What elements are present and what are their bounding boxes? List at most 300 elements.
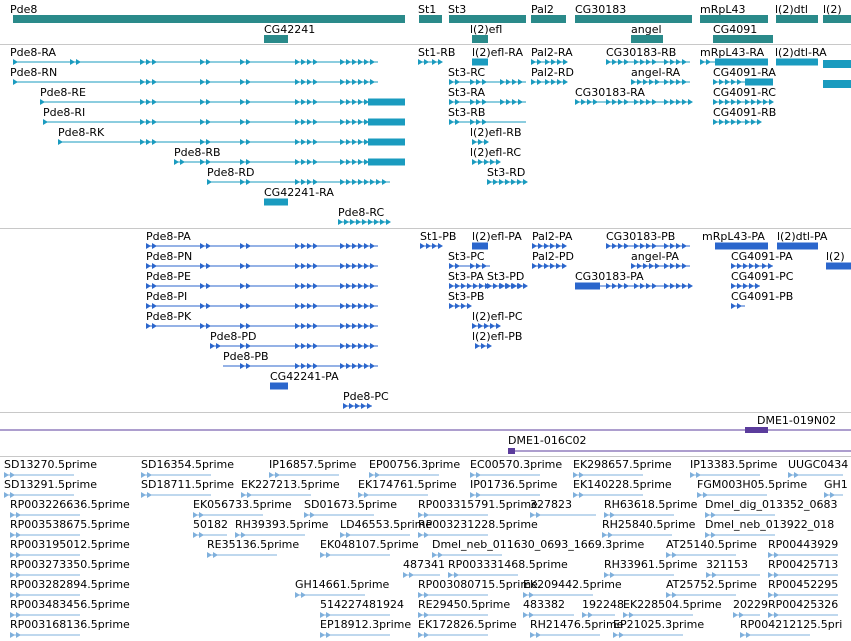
- transcript-exon[interactable]: [512, 99, 517, 105]
- transcript-exon[interactable]: [216, 343, 221, 349]
- transcript-exon[interactable]: [618, 99, 623, 105]
- transcript-exon[interactable]: [370, 283, 375, 289]
- transcript-exon[interactable]: [364, 363, 369, 369]
- est-label[interactable]: RP003483456.5prime: [10, 598, 130, 611]
- transcript-exon[interactable]: [246, 139, 251, 145]
- transcript-exon[interactable]: [612, 283, 617, 289]
- transcript-exon[interactable]: [313, 323, 318, 329]
- transcript-label[interactable]: St3-RA: [448, 86, 485, 99]
- transcript-exon[interactable]: [307, 303, 312, 309]
- transcript-exon[interactable]: [340, 139, 345, 145]
- transcript-exon[interactable]: [664, 99, 669, 105]
- transcript-exon[interactable]: [743, 283, 748, 289]
- gene-bar[interactable]: [700, 15, 768, 23]
- transcript-exon[interactable]: [676, 263, 681, 269]
- transcript-exon[interactable]: [426, 243, 431, 249]
- transcript-exon[interactable]: [544, 243, 549, 249]
- transcript-exon[interactable]: [531, 59, 536, 65]
- transcript-exon[interactable]: [295, 139, 300, 145]
- transcript-exon[interactable]: [313, 263, 318, 269]
- transcript-exon[interactable]: [763, 99, 768, 105]
- transcript-exon[interactable]: [593, 99, 598, 105]
- transcript-exon[interactable]: [146, 243, 151, 249]
- transcript-exon[interactable]: [146, 303, 151, 309]
- transcript-exon[interactable]: [470, 119, 475, 125]
- transcript-exon[interactable]: [368, 119, 405, 126]
- transcript-exon[interactable]: [340, 99, 345, 105]
- transcript-exon[interactable]: [538, 243, 543, 249]
- est-label[interactable]: GH14661.5prime: [295, 578, 390, 591]
- est-label[interactable]: RP004212125.5pri: [740, 618, 843, 631]
- transcript-exon[interactable]: [731, 303, 736, 309]
- transcript-exon[interactable]: [523, 179, 528, 185]
- transcript-exon[interactable]: [768, 263, 773, 269]
- transcript-exon[interactable]: [612, 243, 617, 249]
- est-label[interactable]: RH39393.5prime: [235, 518, 329, 531]
- gene-bar[interactable]: [419, 15, 442, 23]
- transcript-exon[interactable]: [340, 323, 345, 329]
- transcript-exon[interactable]: [340, 59, 345, 65]
- gene-label[interactable]: l(2)efl: [470, 23, 503, 36]
- transcript-exon[interactable]: [246, 323, 251, 329]
- est-label[interactable]: RH33961.5prime: [604, 558, 698, 571]
- transcript-exon[interactable]: [550, 263, 555, 269]
- transcript-exon[interactable]: [505, 283, 510, 289]
- transcript-exon[interactable]: [374, 219, 379, 225]
- transcript-exon[interactable]: [246, 59, 251, 65]
- transcript-exon[interactable]: [370, 363, 375, 369]
- transcript-exon[interactable]: [731, 99, 736, 105]
- transcript-exon[interactable]: [313, 343, 318, 349]
- transcript-exon[interactable]: [346, 243, 351, 249]
- transcript-exon[interactable]: [152, 303, 157, 309]
- transcript-exon[interactable]: [200, 99, 205, 105]
- gene-label[interactable]: mRpL43: [700, 3, 746, 16]
- transcript-exon[interactable]: [206, 99, 211, 105]
- est-label[interactable]: FGM003H05.5prime: [697, 478, 808, 491]
- transcript-exon[interactable]: [364, 243, 369, 249]
- transcript-exon[interactable]: [670, 283, 675, 289]
- transcript-exon[interactable]: [490, 159, 495, 165]
- transcript-exon[interactable]: [352, 363, 357, 369]
- transcript-exon[interactable]: [346, 79, 351, 85]
- transcript-exon[interactable]: [499, 283, 504, 289]
- transcript-exon[interactable]: [715, 243, 768, 250]
- transcript-exon[interactable]: [749, 263, 754, 269]
- transcript-exon[interactable]: [544, 263, 549, 269]
- est-arrow[interactable]: [690, 472, 695, 478]
- transcript-exon[interactable]: [676, 243, 681, 249]
- transcript-exon[interactable]: [307, 283, 312, 289]
- transcript-exon[interactable]: [210, 343, 215, 349]
- gene-label[interactable]: angel: [631, 23, 662, 36]
- transcript-exon[interactable]: [634, 59, 639, 65]
- est-label[interactable]: SD13291.5prime: [4, 478, 97, 491]
- gene-bar[interactable]: [713, 35, 773, 43]
- transcript-exon[interactable]: [624, 283, 629, 289]
- transcript-exon[interactable]: [313, 99, 318, 105]
- transcript-exon[interactable]: [470, 99, 475, 105]
- transcript-exon[interactable]: [511, 283, 516, 289]
- transcript-exon[interactable]: [206, 263, 211, 269]
- transcript-label[interactable]: mRpL43-RA: [700, 46, 765, 59]
- transcript-exon[interactable]: [606, 99, 611, 105]
- transcript-exon[interactable]: [484, 159, 489, 165]
- transcript-exon[interactable]: [823, 80, 851, 88]
- transcript-exon[interactable]: [640, 59, 645, 65]
- est-arrow[interactable]: [697, 492, 702, 498]
- transcript-exon[interactable]: [762, 263, 767, 269]
- transcript-exon[interactable]: [358, 303, 363, 309]
- est-arrow[interactable]: [424, 532, 429, 538]
- transcript-label[interactable]: St1-PB: [420, 230, 457, 243]
- transcript-exon[interactable]: [264, 199, 288, 206]
- transcript-exon[interactable]: [612, 99, 617, 105]
- transcript-exon[interactable]: [473, 283, 478, 289]
- transcript-exon[interactable]: [511, 179, 516, 185]
- transcript-exon[interactable]: [551, 59, 556, 65]
- transcript-exon[interactable]: [246, 303, 251, 309]
- est-arrow[interactable]: [530, 632, 535, 638]
- est-label[interactable]: EK174761.5prime: [358, 478, 457, 491]
- transcript-exon[interactable]: [652, 243, 657, 249]
- transcript-exon[interactable]: [551, 79, 556, 85]
- transcript-exon[interactable]: [13, 79, 18, 85]
- transcript-exon[interactable]: [340, 79, 345, 85]
- transcript-exon[interactable]: [537, 59, 542, 65]
- transcript-exon[interactable]: [364, 343, 369, 349]
- transcript-exon[interactable]: [688, 99, 693, 105]
- transcript-exon[interactable]: [207, 179, 212, 185]
- est-arrow[interactable]: [418, 632, 423, 638]
- transcript-exon[interactable]: [737, 79, 742, 85]
- transcript-exon[interactable]: [307, 263, 312, 269]
- transcript-label[interactable]: Pde8-PD: [210, 330, 257, 343]
- transcript-label[interactable]: l(2)efl-PB: [472, 330, 523, 343]
- transcript-label[interactable]: Pal2-PD: [532, 250, 575, 263]
- transcript-label[interactable]: CG30183-RA: [575, 86, 645, 99]
- transcript-exon[interactable]: [240, 159, 245, 165]
- est-label[interactable]: EP00756.3prime: [369, 458, 461, 471]
- transcript-exon[interactable]: [556, 243, 561, 249]
- transcript-exon[interactable]: [482, 79, 487, 85]
- transcript-exon[interactable]: [655, 79, 660, 85]
- transcript-label[interactable]: Pde8-RB: [174, 146, 221, 159]
- transcript-exon[interactable]: [618, 283, 623, 289]
- transcript-exon[interactable]: [745, 79, 773, 86]
- gene-label[interactable]: Pal2: [531, 3, 554, 16]
- gene-bar[interactable]: [823, 15, 851, 23]
- transcript-exon[interactable]: [200, 283, 205, 289]
- transcript-exon[interactable]: [475, 343, 480, 349]
- transcript-exon[interactable]: [545, 79, 550, 85]
- transcript-exon[interactable]: [424, 59, 429, 65]
- transcript-exon[interactable]: [358, 99, 363, 105]
- transcript-exon[interactable]: [358, 283, 363, 289]
- transcript-exon[interactable]: [370, 263, 375, 269]
- transcript-exon[interactable]: [200, 139, 205, 145]
- transcript-exon[interactable]: [670, 59, 675, 65]
- transcript-exon[interactable]: [346, 303, 351, 309]
- transcript-exon[interactable]: [358, 79, 363, 85]
- est-label[interactable]: EK172826.5prime: [418, 618, 517, 631]
- est-label[interactable]: 50182: [193, 518, 228, 531]
- est-label[interactable]: GH1: [824, 478, 848, 491]
- gene-label[interactable]: CG30183: [575, 3, 627, 16]
- transcript-exon[interactable]: [301, 59, 306, 65]
- est-label[interactable]: RP003195012.5prime: [10, 538, 130, 551]
- transcript-exon[interactable]: [682, 79, 687, 85]
- transcript-exon[interactable]: [295, 303, 300, 309]
- transcript-exon[interactable]: [664, 263, 669, 269]
- transcript-label[interactable]: angel-PA: [631, 250, 679, 263]
- transcript-exon[interactable]: [646, 99, 651, 105]
- transcript-exon[interactable]: [757, 119, 762, 125]
- transcript-exon[interactable]: [200, 59, 205, 65]
- est-label[interactable]: SD01673.5prime: [304, 498, 397, 511]
- gene-label[interactable]: CG42241: [264, 23, 316, 36]
- est-label[interactable]: SD18711.5prime: [141, 478, 234, 491]
- transcript-exon[interactable]: [362, 219, 367, 225]
- transcript-exon[interactable]: [295, 79, 300, 85]
- est-label[interactable]: Dmel_neb_013922_018: [705, 518, 835, 531]
- transcript-label[interactable]: Pde8-PB: [223, 350, 269, 363]
- est-label[interactable]: 192248: [582, 598, 624, 611]
- transcript-exon[interactable]: [643, 79, 648, 85]
- transcript-exon[interactable]: [706, 59, 711, 65]
- transcript-exon[interactable]: [631, 79, 636, 85]
- transcript-exon[interactable]: [340, 243, 345, 249]
- est-label[interactable]: IP16857.5prime: [269, 458, 357, 471]
- transcript-exon[interactable]: [340, 363, 345, 369]
- transcript-exon[interactable]: [512, 79, 517, 85]
- est-label[interactable]: IP13383.5prime: [690, 458, 778, 471]
- est-arrow[interactable]: [409, 572, 414, 578]
- transcript-exon[interactable]: [745, 99, 750, 105]
- transcript-exon[interactable]: [496, 159, 501, 165]
- transcript-exon[interactable]: [670, 79, 675, 85]
- transcript-exon[interactable]: [313, 179, 318, 185]
- gene-bar[interactable]: [472, 35, 488, 43]
- transcript-exon[interactable]: [352, 343, 357, 349]
- transcript-exon[interactable]: [532, 263, 537, 269]
- transcript-exon[interactable]: [606, 59, 611, 65]
- transcript-label[interactable]: Pde8-RC: [338, 206, 385, 219]
- transcript-exon[interactable]: [490, 323, 495, 329]
- transcript-exon[interactable]: [270, 383, 288, 390]
- transcript-exon[interactable]: [713, 99, 718, 105]
- transcript-exon[interactable]: [380, 219, 385, 225]
- transcript-exon[interactable]: [200, 303, 205, 309]
- transcript-exon[interactable]: [356, 219, 361, 225]
- transcript-exon[interactable]: [449, 119, 454, 125]
- est-label[interactable]: EK048107.5prime: [320, 538, 419, 551]
- transcript-exon[interactable]: [352, 283, 357, 289]
- transcript-exon[interactable]: [518, 99, 523, 105]
- transcript-label[interactable]: CG4091-RB: [713, 106, 777, 119]
- gene-bar[interactable]: [575, 15, 692, 23]
- transcript-exon[interactable]: [295, 323, 300, 329]
- est-label[interactable]: EK228504.5prime: [623, 598, 722, 611]
- transcript-exon[interactable]: [364, 323, 369, 329]
- est-label[interactable]: 20229: [733, 598, 768, 611]
- transcript-exon[interactable]: [523, 283, 528, 289]
- transcript-exon[interactable]: [240, 59, 245, 65]
- transcript-exon[interactable]: [358, 323, 363, 329]
- transcript-exon[interactable]: [358, 179, 363, 185]
- est-label[interactable]: RP003331468.5prime: [448, 558, 568, 571]
- est-label[interactable]: RP00452295: [768, 578, 839, 591]
- transcript-exon[interactable]: [823, 60, 851, 68]
- transcript-exon[interactable]: [346, 343, 351, 349]
- transcript-exon[interactable]: [418, 59, 423, 65]
- transcript-exon[interactable]: [637, 79, 642, 85]
- transcript-label[interactable]: Pde8-RD: [207, 166, 255, 179]
- transcript-exon[interactable]: [206, 159, 211, 165]
- est-label[interactable]: RP003226636.5prime: [10, 498, 130, 511]
- transcript-exon[interactable]: [206, 119, 211, 125]
- transcript-label[interactable]: Pde8-RE: [40, 86, 86, 99]
- transcript-exon[interactable]: [295, 263, 300, 269]
- transcript-exon[interactable]: [295, 243, 300, 249]
- transcript-label[interactable]: mRpL43-PA: [702, 230, 765, 243]
- est-arrow[interactable]: [579, 492, 584, 498]
- est-arrow[interactable]: [207, 552, 212, 558]
- transcript-exon[interactable]: [743, 263, 748, 269]
- transcript-exon[interactable]: [472, 323, 477, 329]
- transcript-exon[interactable]: [180, 159, 185, 165]
- est-label[interactable]: RP003315791.5prime: [418, 498, 538, 511]
- transcript-exon[interactable]: [640, 283, 645, 289]
- transcript-exon[interactable]: [461, 283, 466, 289]
- transcript-exon[interactable]: [517, 179, 522, 185]
- transcript-exon[interactable]: [575, 99, 580, 105]
- transcript-exon[interactable]: [563, 59, 568, 65]
- transcript-exon[interactable]: [649, 263, 654, 269]
- transcript-exon[interactable]: [340, 119, 345, 125]
- gene-label[interactable]: l(2): [823, 3, 842, 16]
- transcript-exon[interactable]: [449, 303, 454, 309]
- transcript-exon[interactable]: [152, 139, 157, 145]
- transcript-exon[interactable]: [307, 343, 312, 349]
- transcript-exon[interactable]: [240, 79, 245, 85]
- gene-label[interactable]: St1: [418, 3, 437, 16]
- transcript-exon[interactable]: [725, 79, 730, 85]
- est-arrow[interactable]: [746, 632, 751, 638]
- transcript-exon[interactable]: [240, 119, 245, 125]
- transcript-label[interactable]: l(2)efl-RC: [470, 146, 522, 159]
- transcript-exon[interactable]: [340, 159, 345, 165]
- transcript-exon[interactable]: [246, 79, 251, 85]
- transcript-exon[interactable]: [367, 403, 372, 409]
- transcript-exon[interactable]: [562, 263, 567, 269]
- transcript-exon[interactable]: [461, 303, 466, 309]
- transcript-label[interactable]: Pde8-PN: [146, 250, 193, 263]
- transcript-exon[interactable]: [364, 283, 369, 289]
- transcript-label[interactable]: CG30183-RB: [606, 46, 677, 59]
- transcript-exon[interactable]: [777, 243, 818, 250]
- transcript-exon[interactable]: [731, 263, 736, 269]
- transcript-exon[interactable]: [432, 243, 437, 249]
- transcript-exon[interactable]: [140, 79, 145, 85]
- est-label[interactable]: EK227213.5prime: [241, 478, 340, 491]
- transcript-exon[interactable]: [358, 343, 363, 349]
- transcript-label[interactable]: l(2)dtl-PA: [777, 230, 828, 243]
- transcript-exon[interactable]: [307, 363, 312, 369]
- transcript-label[interactable]: St3-RD: [487, 166, 526, 179]
- transcript-exon[interactable]: [307, 59, 312, 65]
- transcript-exon[interactable]: [545, 59, 550, 65]
- transcript-exon[interactable]: [751, 99, 756, 105]
- transcript-label[interactable]: CG42241-PA: [270, 370, 339, 383]
- transcript-exon[interactable]: [745, 119, 750, 125]
- gene-label[interactable]: St3: [448, 3, 467, 16]
- transcript-exon[interactable]: [476, 119, 481, 125]
- transcript-exon[interactable]: [364, 303, 369, 309]
- transcript-exon[interactable]: [352, 59, 357, 65]
- transcript-exon[interactable]: [455, 119, 460, 125]
- transcript-exon[interactable]: [146, 323, 151, 329]
- transcript-exon[interactable]: [517, 283, 522, 289]
- est-label[interactable]: SD16354.5prime: [141, 458, 234, 471]
- transcript-exon[interactable]: [340, 263, 345, 269]
- transcript-exon[interactable]: [146, 139, 151, 145]
- transcript-exon[interactable]: [755, 283, 760, 289]
- transcript-exon[interactable]: [682, 243, 687, 249]
- transcript-exon[interactable]: [476, 99, 481, 105]
- transcript-exon[interactable]: [352, 139, 357, 145]
- transcript-label[interactable]: Pde8-RI: [43, 106, 86, 119]
- transcript-exon[interactable]: [346, 179, 351, 185]
- est-label[interactable]: EP18912.3prime: [320, 618, 412, 631]
- transcript-exon[interactable]: [449, 263, 454, 269]
- transcript-exon[interactable]: [352, 159, 357, 165]
- transcript-exon[interactable]: [307, 323, 312, 329]
- transcript-exon[interactable]: [206, 59, 211, 65]
- transcript-exon[interactable]: [240, 303, 245, 309]
- transcript-exon[interactable]: [307, 79, 312, 85]
- transcript-exon[interactable]: [301, 79, 306, 85]
- transcript-label[interactable]: CG4091-PC: [731, 270, 794, 283]
- transcript-exon[interactable]: [301, 159, 306, 165]
- transcript-exon[interactable]: [481, 343, 486, 349]
- transcript-exon[interactable]: [478, 139, 483, 145]
- transcript-exon[interactable]: [631, 263, 636, 269]
- transcript-exon[interactable]: [557, 79, 562, 85]
- transcript-exon[interactable]: [755, 263, 760, 269]
- transcript-exon[interactable]: [295, 59, 300, 65]
- transcript-exon[interactable]: [725, 99, 730, 105]
- transcript-exon[interactable]: [467, 283, 472, 289]
- transcript-exon[interactable]: [370, 303, 375, 309]
- transcript-exon[interactable]: [240, 263, 245, 269]
- transcript-exon[interactable]: [484, 323, 489, 329]
- transcript-exon[interactable]: [493, 283, 498, 289]
- transcript-exon[interactable]: [640, 99, 645, 105]
- gene-bar[interactable]: [776, 15, 818, 23]
- est-label[interactable]: RE29450.5prime: [418, 598, 511, 611]
- transcript-label[interactable]: Pal2-RD: [531, 66, 575, 79]
- transcript-exon[interactable]: [352, 263, 357, 269]
- transcript-exon[interactable]: [470, 79, 475, 85]
- transcript-exon[interactable]: [455, 79, 460, 85]
- transcript-exon[interactable]: [438, 59, 443, 65]
- transcript-exon[interactable]: [346, 263, 351, 269]
- transcript-exon[interactable]: [301, 119, 306, 125]
- transcript-exon[interactable]: [352, 179, 357, 185]
- transcript-exon[interactable]: [751, 119, 756, 125]
- transcript-exon[interactable]: [719, 99, 724, 105]
